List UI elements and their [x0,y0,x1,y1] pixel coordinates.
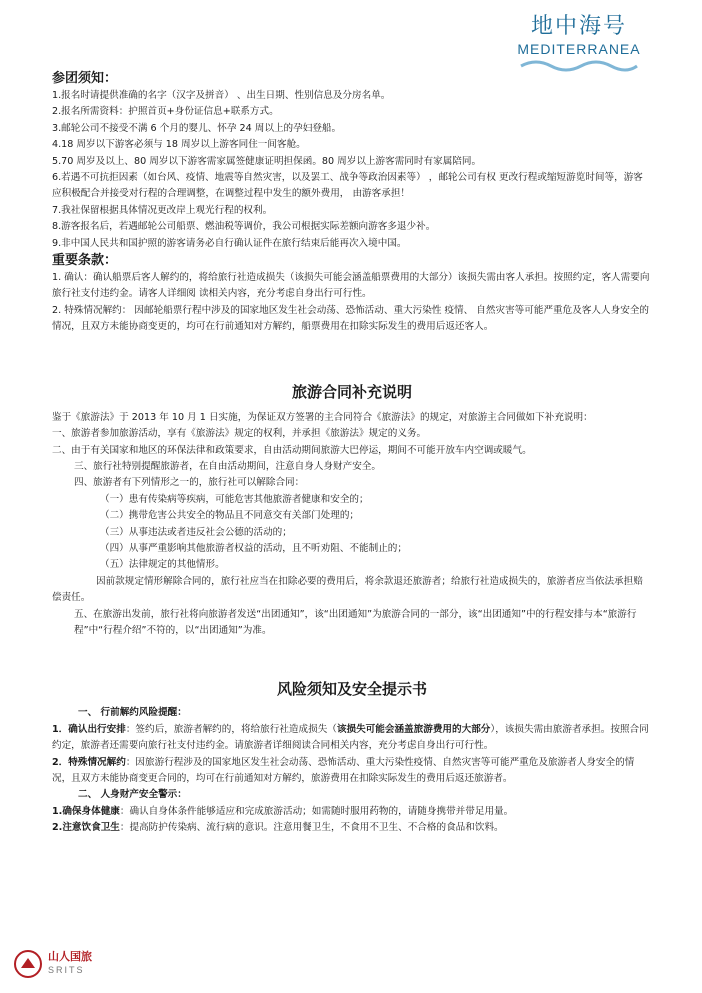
risk-subheading: 一、 行前解约风险提醒： [78,707,187,719]
section-heading-notes: 参团须知： [52,71,118,86]
risk-title: 风险须知及安全提示书 [276,680,427,699]
section-heading-terms: 重要条款： [52,253,118,269]
srits-logo [14,950,104,978]
list-item: 2.报名所需资料：护照首页+身份证信息+联系方式。 [52,106,279,118]
risk-item-label: 1．确认出行安排 [52,723,126,735]
footer-logo-sub: SRITS [48,965,85,975]
risk-item-label: 1.确保身体健康 [52,805,120,817]
list-item: 9.非中国人民共和国护照的游客请务必自行确认证件在旅行结束后能再次入境中国。 [52,237,407,249]
list-item: 6.若遇不可抗拒因素（如台风、疫情、地震等自然灾害，以及罢工、战争等政治因素等） ，邮轮公司有权 更改行程或缩短游览时间等，游客应积极配合并接受对行程的合理调整，在调整过程中发生的额外费用， 由游客承担！ [52,172,643,200]
list-item: 8.游客报名后，若遇邮轮公司船票、燃油税等调价，我公司根据实际差额向游客多退少补。 [52,221,436,233]
logo-chinese-name: 地中海号 [530,14,627,39]
contract-clause: 四、旅游者有下列情形之一的，旅行社可以解除合同： [74,477,305,489]
risk-subheading: 二、 人身财产安全警示： [78,789,187,801]
list-item: 7.我社保留根据具体情况更改岸上观光行程的权利。 [52,204,273,216]
contract-sub-item: （五）法律规定的其他情形。 [100,559,225,571]
contract-clause: 一、旅游者参加旅游活动，享有《旅游法》规定的权利，并承担《旅游法》规定的义务。 [52,428,427,440]
document-body [52,70,652,837]
contract-clause: 三、旅行社特别提醒旅游者，在自由活动期间，注意自身人身财产安全。 [74,460,381,472]
contract-intro: 鉴于《旅游法》于 2013 年 10 月 1 日实施，为保证双方签署的主合同符合《旅游法》的规定，对旅游主合同做如下补充说明： [52,411,593,423]
list-item: 1.报名时请提供准确的名字（汉字及拼音） 、出生日期、性别信息及分房名单。 [52,90,391,101]
list-item: 1. 确认：确认船票后客人解约的，将给旅行社造成损失（该损失可能会涵盖船票费用的大部分）该损失需由客人承担。按照约定，客人需要向旅行社支付违约金。请客人详细阅 读相关内容，充分考虑自身出行可行性。 [52,272,650,300]
list-item: 3.邮轮公司不接受不满 6 个月的婴儿、怀孕 24 周以上的孕妇登船。 [52,122,342,134]
contract-clause: 因前款规定情形解除合同的，旅行社应当在扣除必要的费用后，将余款退还旅游者；给旅行社造成损失的，旅游者应当依法承担赔偿责任。 [52,575,643,604]
mediterranea-logo [514,14,644,72]
contract-sub-item: （一）患有传染病等疾病，可能危害其他旅游者健康和安全的； [100,493,369,505]
contract-sub-item: （二）携带危害公共安全的物品且不同意交有关部门处理的； [100,510,360,522]
list-item: 5.70 周岁及以上、80 周岁以下游客需家属签健康证明担保函。80 周岁以上游客需同时有家属陪同。 [52,155,482,167]
risk-item: 1.确保身体健康：确认自身体条件能够适应和完成旅游活动；如需随时服用药物的，请随身携带并带足用量。 [52,805,514,817]
contract-sub-item: （三）从事违法或者违反社会公德的活动的； [100,526,292,538]
list-item: 2. 特殊情况解约： 因邮轮船票行程中涉及的国家地区发生社会动荡、恐怖活动、重大污染性 疫情、 自然灾害等可能严重危及客人人身安全的情况，且双方未能协商变更的，均可在行前通知对方解约，船票费用在扣除实际发生的费用后返还客人。 [52,304,649,333]
footer-logo-name: 山人国旅 [48,950,92,963]
contract-clause: 五、在旅游出发前，旅行社将向旅游者发送“出团通知”，该“出团通知”为旅游合同的一部分，该“出团通知”中的行程安排与本“旅游行程”中“行程介绍”不符的，以“出团通知”为准。 [74,608,637,636]
list-item: 4.18 周岁以下游客必须与 18 周岁以上游客同住一间客舱。 [52,139,306,151]
mountain-icon [14,950,42,978]
contract-title: 旅游合同补充说明 [291,382,412,401]
risk-item: 2．特殊情况解约：因旅游行程涉及的国家地区发生社会动荡、恐怖活动、重大污染性疫情、自然灾害等可能严重危及旅游者人身安全的情况，且双方未能协商变更合同的，均可在行前通知对方解约，旅游费用在扣除实际发生的费用后返还旅游者。 [52,756,635,784]
risk-item: 1．确认出行安排：签约后，旅游者解约的，将给旅行社造成损失（该损失可能会涵盖旅游费用的大部分），该损失需由旅游者承担。按照合同约定，旅游者还需要向旅行社支付违约金。请旅游者详细阅读合同相关内容，充分考虑自身出行可行性。 [52,723,649,752]
risk-item-label: 2．特殊情况解约 [52,756,126,768]
risk-item: 2.注意饮食卫生：提高防护传染病、流行病的意识。注意用餐卫生，不食用不卫生、不合格的食品和饮料。 [52,822,504,834]
logo-english-name: MEDITERRANEA [517,41,641,57]
contract-sub-item: （四）从事严重影响其他旅游者权益的活动，且不听劝阻、不能制止的； [100,542,407,554]
contract-clause: 二、由于有关国家和地区的环保法律和政策要求，自由活动期间旅游大巴停运，期间不可能开放车内空调或暖气。 [52,444,532,456]
risk-item-label: 2.注意饮食卫生 [52,822,120,834]
